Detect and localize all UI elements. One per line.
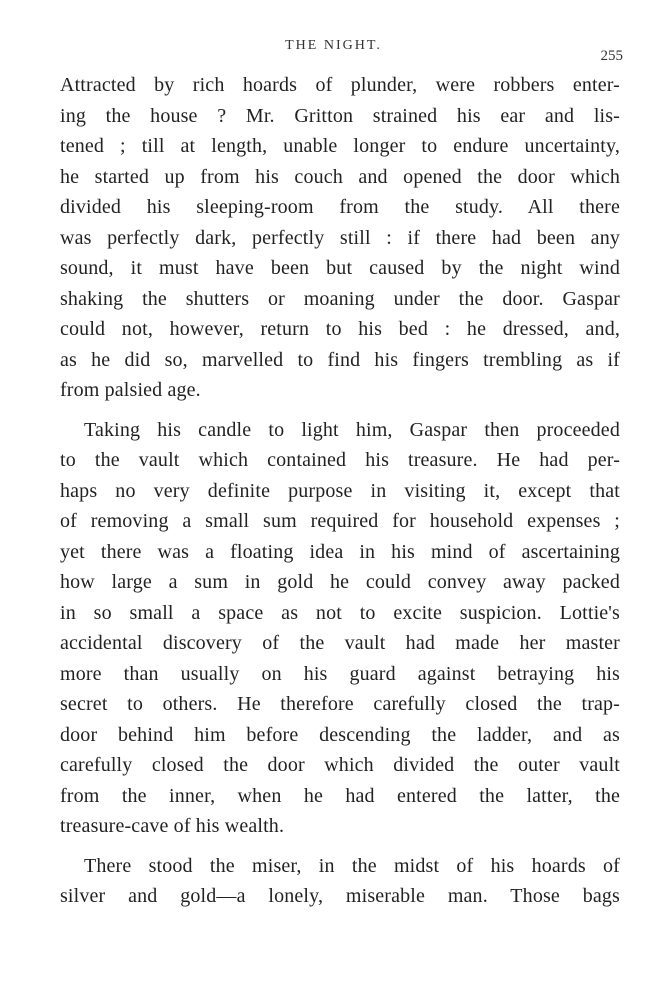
text-line: accidental discovery of the vault had made her master bbox=[60, 632, 620, 654]
text-line: he started up from his couch and opened the door which bbox=[60, 165, 620, 188]
text-line: There stood the miser, in the midst of his hoards of bbox=[84, 854, 620, 877]
text-line: tened ; till at length, unable longer to endure uncertainty, bbox=[60, 135, 620, 157]
text-line: silver and gold—a lonely, miserable man. Those bags bbox=[60, 885, 620, 907]
text-line: to the vault which contained his treasure. He had per- bbox=[60, 449, 620, 471]
text-line: could not, however, return to his bed : he dressed, and, bbox=[60, 318, 620, 340]
text-line: Taking his candle to light him, Gaspar then proceeded bbox=[84, 418, 620, 441]
text-line: divided his sleeping-room from the study. All there bbox=[60, 196, 620, 218]
text-line: was perfectly dark, perfectly still : if there had been any bbox=[60, 226, 620, 249]
text-line: door behind him before descending the ladder, and as bbox=[60, 723, 620, 746]
text-line: haps no very definite purpose in visiting it, except that bbox=[60, 479, 620, 502]
text-line: of removing a small sum required for household expenses ; bbox=[60, 510, 620, 532]
paragraph bbox=[60, 415, 620, 842]
paragraph bbox=[60, 70, 620, 406]
running-title: THE NIGHT. bbox=[285, 38, 382, 53]
text-line: as he did so, marvelled to find his fingers trembling as if bbox=[60, 348, 620, 371]
text-line: from palsied age. bbox=[60, 379, 201, 401]
text-line: how large a sum in gold he could convey away packed bbox=[60, 571, 620, 593]
text-line: ing the house ? Mr. Gritton strained his ear and lis- bbox=[60, 104, 620, 127]
running-head bbox=[0, 38, 667, 64]
text-line: in so small a space as not to excite suspicion. Lottie's bbox=[60, 601, 620, 624]
text-line: yet there was a floating idea in his mind of ascertaining bbox=[60, 540, 620, 563]
text-line: sound, it must have been but caused by the night wind bbox=[60, 257, 620, 279]
page-number: 255 bbox=[600, 48, 623, 64]
text-line: shaking the shutters or moaning under the door. Gaspar bbox=[60, 287, 620, 310]
paragraph bbox=[60, 851, 620, 912]
text-line: secret to others. He therefore carefully closed the trap- bbox=[60, 693, 620, 715]
text-line: more than usually on his guard against betraying his bbox=[60, 662, 620, 685]
text-line: carefully closed the door which divided the outer vault bbox=[60, 754, 620, 776]
text-line: treasure-cave of his wealth. bbox=[60, 815, 285, 837]
text-line: from the inner, when he had entered the latter, the bbox=[60, 784, 620, 807]
text-line: Attracted by rich hoards of plunder, were robbers enter- bbox=[60, 74, 620, 96]
body-text bbox=[60, 70, 620, 912]
